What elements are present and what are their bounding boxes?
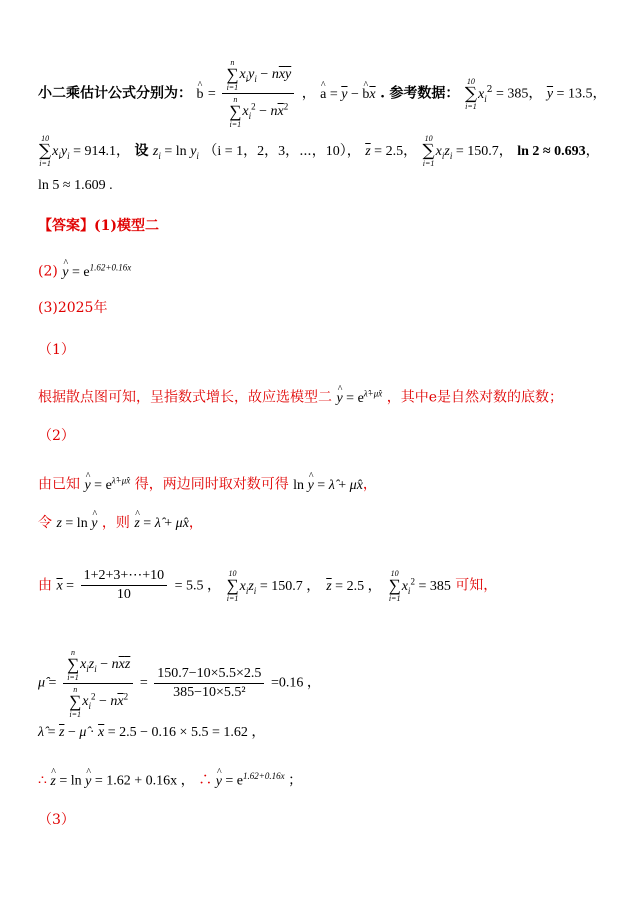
i-range: （i = 1，2，3，⋯，10） bbox=[203, 144, 347, 159]
b-hat-symbol: ^ b bbox=[196, 87, 203, 103]
solution-step-1: （1） bbox=[38, 342, 75, 358]
answer-line-1 bbox=[38, 218, 159, 234]
sum-x2-value: 385 bbox=[507, 86, 529, 102]
intro-label: 小二乘估计公式分别为： bbox=[38, 85, 192, 102]
z-bar-value: 2.5 bbox=[385, 144, 404, 159]
mu-calc-fraction: $\frac{150.7-10\times 5.5\times 2.5}{\text{385−10×5.5²}}$ bbox=[154, 666, 264, 701]
solution-step-3: （3） bbox=[38, 812, 75, 828]
answer-part-1: (1)模型二 bbox=[94, 218, 159, 234]
ref-label: 参考数据： bbox=[389, 85, 460, 102]
answer-part-2-formula: ^ $y = e^{1.62+0.16x}$ bbox=[62, 265, 131, 280]
solution-step-2: （2） bbox=[38, 428, 75, 444]
solution-line-log: 由已知 ^ $y = e^{\lambdâ+\mûx}$ 得，两边同时取对数可得 ln ^ y = λ̂ + μ̂x， bbox=[38, 472, 377, 494]
answer-line-3: (3)2025年 bbox=[38, 300, 108, 316]
solution-step-1-text: 根据散点图可知，呈指数式增长，故应选模型二 ^ $y = e^{\lambdâ+\mûx}$ ，其中e是自然对数的底数； bbox=[38, 385, 563, 407]
ln5-line: ln 5 ≈ 1.609 . bbox=[38, 178, 113, 193]
intro-line-2: 10 ∑ i=1 $x_iy_i = 914.1$， 设 $z_i = \ln y_i$ （i = 1，2，3，⋯，10）， $\overline{z} = 2.5$， 10 ∑ i=1 $x_iz_i = 150.7$， ln 2 ≈ 0.693， bbox=[39, 134, 600, 168]
b-hat-formula: n ∑ i=1 $x_iy_i - n\overline{x}\overline{y}$ n ∑ i=1 $x_i^2 - n\overline{x}^2$ bbox=[222, 58, 294, 129]
answer-line-2: (2) ^ $y = e^{1.62+0.16x}$ bbox=[38, 259, 131, 281]
solution-lambda-hat: λ̂ = $\overline{z}$ − μ̂ · $\overline{x} = 2.5 - 0.16 \times 5.5 = 1.62$ ， bbox=[38, 725, 266, 740]
solution-line-let-z: 令 z = ln ^ y ，则 ^ z = λ̂ + μ̂x， bbox=[38, 515, 203, 532]
solution-therefore: ∴ ^ z = ln ^ y = 1.62 + 0.16x ， ∴ ^ $y = e^{1.62+0.16x}$ ； bbox=[38, 768, 302, 790]
xbar-fraction: $\frac{1+2+3+\cdots+10}{10}$ bbox=[81, 568, 168, 603]
intro-line-1: 小二乘估计公式分别为： ^ b = n ∑ i=1 $x_iy_i - n\overline{x}\overline{y}$ n ∑ i=1 $x_i^2 - n\overline{x}^2$ ， ^ $a = \overline{y}$ − ^ $b\overline{x}$ . 参考数据： 10 ∑ i=1 $x_i^2 = 385$， $\overline{y} = 13.5$， bbox=[38, 58, 606, 129]
y-bar-value: 13.5 bbox=[567, 86, 593, 102]
a-hat-formula: ^ $a = \overline{y}$ − ^ $b\overline{x}$ bbox=[320, 87, 375, 102]
solution-mu-hat: μ̂ = n ∑ i=1 $x_iz_i - n\overline{x}\overline{z}$ n ∑ i=1 $x_i^2 - n\overline{x}^2$ = $\frac{150.7-10\times 5.5\times 2.5}{\text{385−10×5.5²}}$ =0.16 ， bbox=[38, 648, 321, 719]
sum-xz-value: 150.7 bbox=[467, 144, 499, 159]
answer-label: 【答案】 bbox=[38, 218, 94, 234]
sum-xy-value: 914.1 bbox=[84, 144, 117, 159]
ln2-value: ln 2 ≈ 0.693 bbox=[517, 144, 586, 159]
solution-line-xbar: 由 $\overline{x}$ = $\frac{1+2+3+\cdots+10}{10}$ = 5.5 ， 10 ∑ i=1 $x_iz_i = 150.7$ ， $\overline{z} = 2.5$ ， 10 ∑ i=1 $x_i^2 = 385$ 可知， bbox=[38, 568, 498, 604]
